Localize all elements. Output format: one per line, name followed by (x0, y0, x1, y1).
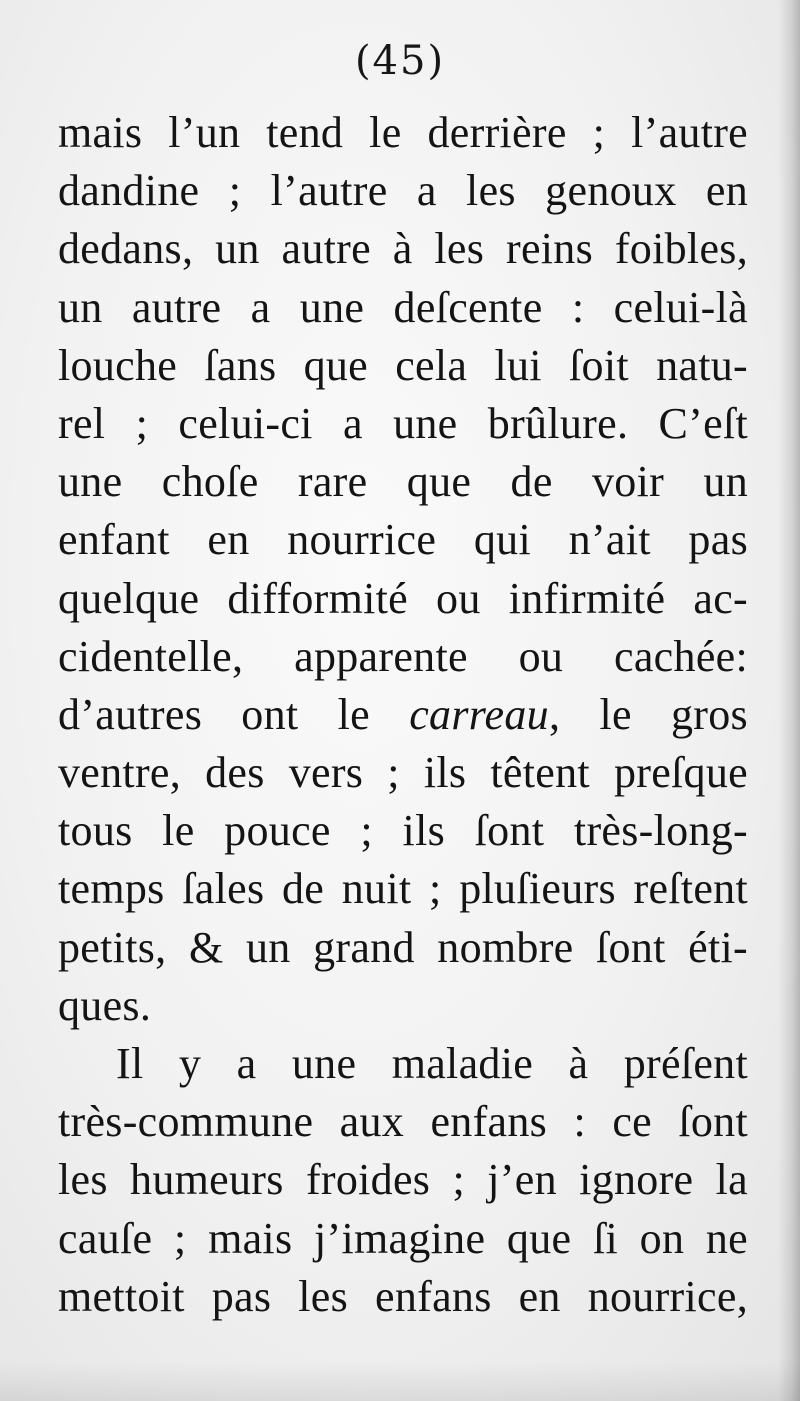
text-line: petits, & un grand nombre ſont éti- (58, 922, 748, 972)
text-line: cidentelle, apparente ou cachée: (58, 631, 748, 681)
text-line: une choſe rare que de voir un (58, 457, 748, 507)
page-number-text: (45) (354, 38, 446, 84)
text-segment: d’autres ont le (58, 689, 370, 739)
text-line: temps ſales de nuit ; pluſieurs reſtent (58, 864, 748, 914)
text-line: tous le pouce ; ils ſont très-long- (58, 806, 748, 856)
text-line: dedans, un autre à les reins foibles, (58, 224, 748, 274)
text-line: très-commune aux enfans : ce ſont (58, 1097, 748, 1147)
page-number (0, 38, 800, 84)
text-line-with-italic (58, 686, 748, 744)
paragraph-first-line: Il y a une maladie à préſent (116, 1039, 748, 1088)
paragraph-end-line: ques. (58, 980, 152, 1030)
text-line: dandine ; l’autre a les genoux en (58, 166, 748, 216)
text-line: quelque difformité ou infirmité ac- (58, 573, 748, 623)
page-bottom-shadow (0, 1361, 800, 1401)
italic-term: carreau (409, 689, 549, 739)
text-line: un autre a une deſcente : celui-là (58, 282, 748, 332)
page-edge-shadow (778, 0, 800, 1401)
text-line: louche ſans que cela lui ſoit natu- (58, 340, 748, 390)
text-line: les humeurs froides ; j’en ignore la (58, 1155, 748, 1205)
text-line: ventre, des vers ; ils têtent preſque (58, 748, 748, 798)
text-line: cauſe ; mais j’imagine que ſi on ne (58, 1213, 748, 1263)
text-line: mais l’un tend le derrière ; l’autre (58, 108, 748, 157)
text-line: enfant en nourrice qui n’ait pas (58, 515, 748, 565)
text-line: mettoit pas les enfans en nourrice, (58, 1271, 748, 1321)
text-line: rel ; celui-ci a une brûlure. C’eſt (58, 398, 748, 448)
text-segment: , le gros (548, 689, 748, 739)
body-text (58, 104, 748, 1326)
